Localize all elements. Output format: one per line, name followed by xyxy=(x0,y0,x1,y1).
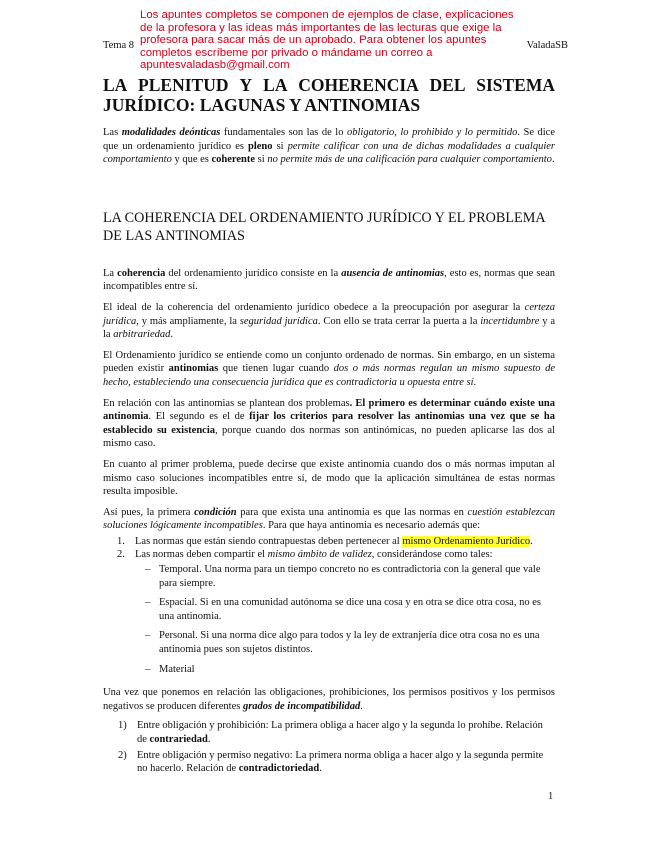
watermark-line: apuntesvaladasb@gmail.com xyxy=(140,59,290,72)
text: Una vez que ponemos en relación las obligaciones, prohibiciones, los permisos positivos y los permisos negativos se producen diferentes xyxy=(103,687,555,712)
text: Así pues, la primera xyxy=(103,506,195,518)
page-number: 1 xyxy=(548,791,554,802)
emphasis: antinomias xyxy=(168,363,219,375)
emphasis: no permite más de una calificación para cualquier comportamiento xyxy=(267,154,552,166)
text: para que exista una antinomia es que las normas en xyxy=(236,506,468,518)
text: . Con ello se trata cerrar la puerta a la xyxy=(317,315,481,327)
highlighted-text: mismo Ordenamiento Jurídico xyxy=(402,535,531,547)
watermark-notice xyxy=(140,9,520,72)
list-item: – Espacial. Si en una comunidad autónoma se dice una cosa y en otra se dice otra cosa, no es una antinomia. xyxy=(145,596,555,623)
text: si xyxy=(272,140,288,152)
list-item: – Personal. Si una norma dice algo para todos y la ley de extranjería dice otra cosa no es una antinomia pues son sujetos distintos. xyxy=(145,629,555,656)
emphasis: coherente xyxy=(211,154,256,166)
text: . El segundo es el de xyxy=(148,411,250,423)
header-author: ValadaSB xyxy=(526,40,568,51)
list-marker: 2. xyxy=(117,549,125,561)
text: Entre obligación y permiso negativo: La primera norma obliga a hacer algo y la segunda permite no hacerlo. Relación de xyxy=(137,749,544,775)
text: Las normas deben compartir el xyxy=(135,549,268,561)
text: Las normas que están siendo contrapuestas deben pertenecer al xyxy=(135,535,403,547)
list-item xyxy=(117,535,555,549)
list-item xyxy=(118,719,555,746)
paragraph: En cuanto al primer problema, puede decirse que existe antinomia cuando dos o más normas imputan al mismo caso soluciones incompatibles entre sí, de modo que la aplicación simultánea de estas normas resulta imposible. xyxy=(103,458,555,498)
emphasis: permite calificar con una de dichas modalidades a cualquier comportamiento xyxy=(103,140,555,166)
list-marker: 2) xyxy=(118,749,127,761)
list-item xyxy=(117,548,555,676)
paragraph xyxy=(103,397,555,451)
text: . xyxy=(319,763,322,775)
text: . xyxy=(473,376,477,388)
watermark-line: profesora para sacar más de un aprobado. Para obtener los apuntes xyxy=(140,34,487,47)
text: . Se dice que un ordenamiento jurídico es xyxy=(103,127,555,152)
text: El Ordenamiento jurídico se entiende como un conjunto ordenado de normas. Sin embargo, en un sistema pueden existir xyxy=(103,349,555,375)
text: . Para que haya antinomia es necesario además que: xyxy=(262,520,481,532)
validity-sublist xyxy=(135,563,555,676)
text: , y más ampliamente, la xyxy=(136,315,240,327)
emphasis: dos o más normas regulan un mismo supuesto de hecho, estableciendo una consecuencia jurídica que es contradictoria u opuesta entre sí xyxy=(103,363,555,388)
watermark-line: de la profesora y las ideas más importantes de las lecturas que exige la xyxy=(140,21,502,34)
emphasis: certeza jurídica xyxy=(103,301,555,327)
emphasis: condición xyxy=(194,506,237,518)
text: . xyxy=(170,329,173,341)
text: y que es xyxy=(171,154,212,166)
text: , considerándose como tales: xyxy=(371,549,493,561)
page-title xyxy=(103,75,555,115)
title-line-2: JURÍDICO: LAGUNAS Y ANTINOMIAS xyxy=(103,95,421,115)
paragraph xyxy=(103,506,555,533)
emphasis: contrariedad xyxy=(149,734,208,745)
text: Entre obligación y prohibición: La primera obliga a hacer algo y la segunda lo prohíbe. Relación de xyxy=(137,720,543,745)
emphasis: cuestión establezcan soluciones lógicamente incompatibles xyxy=(103,506,556,532)
text: . xyxy=(551,154,555,166)
text: . xyxy=(530,535,533,547)
emphasis: ausencia de antinomias xyxy=(341,267,445,279)
text: Las xyxy=(103,127,122,138)
paragraph xyxy=(103,267,555,294)
emphasis: pleno xyxy=(248,140,273,152)
text: si xyxy=(255,154,268,166)
intro-paragraph xyxy=(103,126,555,167)
text: La xyxy=(103,267,118,279)
emphasis: mismo ámbito de validez xyxy=(267,549,372,561)
degrees-list xyxy=(103,719,555,775)
watermark-line: completos escríbeme por privado o mándame un correo a xyxy=(140,46,433,59)
list-item xyxy=(118,749,555,776)
text: fundamentales son las de lo xyxy=(220,127,347,138)
text: que tienen lugar cuando xyxy=(218,363,334,375)
emphasis: incertidumbre xyxy=(480,315,540,327)
paragraph xyxy=(103,349,555,390)
list-marker: 1. xyxy=(117,535,125,547)
emphasis: . El primero es determinar cuándo existe una antinomia xyxy=(103,397,555,423)
conditions-list xyxy=(103,535,555,676)
text: . xyxy=(360,700,363,712)
list-item: – Temporal. Una norma para un tiempo concreto no es contradictoria con la general que vale para siempre. xyxy=(145,563,555,590)
text: El ideal de la coherencia del ordenamiento jurídico obedece a la preocupación por asegurar la xyxy=(103,301,525,313)
title-line-1: LA PLENITUD Y LA COHERENCIA DEL SISTEMA xyxy=(103,75,555,95)
emphasis: seguridad jurídica xyxy=(239,315,318,327)
section-heading: LA COHERENCIA DEL ORDENAMIENTO JURÍDICO Y EL PROBLEMA DE LAS ANTINOMIAS xyxy=(103,209,545,244)
paragraph xyxy=(103,686,555,713)
paragraph xyxy=(103,301,555,342)
emphasis: obligatorio, lo prohibido y lo permitido xyxy=(346,127,518,138)
emphasis: coherencia xyxy=(117,267,166,279)
emphasis: contradictoriedad xyxy=(238,763,320,775)
emphasis: fijar los criterios para resolver las antinomias una vez que se ha establecido su existencia xyxy=(103,411,556,436)
emphasis: modalidades deónticas xyxy=(121,127,221,138)
text: , porque cuando dos normas son antinómicas, no pueden aplicarse las dos al mismo caso. xyxy=(103,424,555,450)
text: , esto es, normas que sean incompatibles entre sí. xyxy=(103,267,555,293)
watermark-line: Los apuntes completos se componen de ejemplos de clase, explicaciones xyxy=(140,9,514,21)
text: En relación con las antinomias se plantean dos problemas xyxy=(103,397,350,409)
list-marker: 1) xyxy=(118,720,127,732)
emphasis: grados de incompatibilidad xyxy=(242,700,361,712)
text: . xyxy=(207,734,211,745)
text: del ordenamiento jurídico consiste en la xyxy=(165,267,342,279)
text: y a la xyxy=(103,315,555,341)
emphasis: arbitrariedad xyxy=(113,329,171,341)
document-body xyxy=(103,75,555,776)
list-item: – Material xyxy=(145,663,555,677)
header-topic: Tema 8 xyxy=(103,40,135,51)
